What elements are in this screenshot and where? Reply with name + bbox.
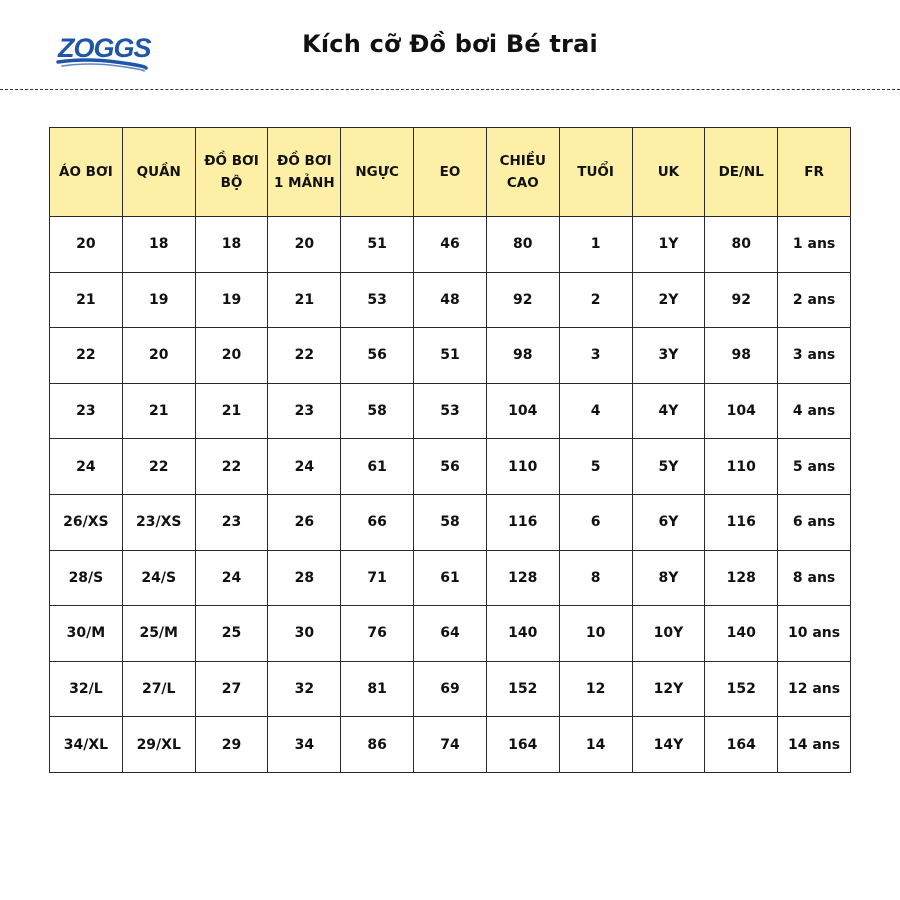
table-row xyxy=(50,550,851,606)
table-cell: 22 xyxy=(268,328,341,384)
table-cell: 80 xyxy=(705,217,778,273)
table-cell: 58 xyxy=(414,494,487,550)
table-cell: 26 xyxy=(268,494,341,550)
table-cell: 23 xyxy=(268,383,341,439)
table-cell: 56 xyxy=(414,439,487,495)
table-cell: 46 xyxy=(414,217,487,273)
table-cell: 1 ans xyxy=(778,217,851,273)
table-cell: 140 xyxy=(705,606,778,662)
header-row xyxy=(50,128,851,217)
table-cell: 18 xyxy=(195,217,268,273)
table-cell: 24 xyxy=(50,439,123,495)
table-cell: 164 xyxy=(486,717,559,773)
table-cell: 6Y xyxy=(632,494,705,550)
table-cell: 20 xyxy=(50,217,123,273)
table-cell: 53 xyxy=(341,272,414,328)
header-cell: NGỰC xyxy=(341,128,414,217)
table-cell: 56 xyxy=(341,328,414,384)
size-table xyxy=(49,127,851,773)
table-row xyxy=(50,606,851,662)
table-cell: 1 xyxy=(559,217,632,273)
table-cell: 104 xyxy=(705,383,778,439)
table-cell: 10Y xyxy=(632,606,705,662)
table-cell: 2Y xyxy=(632,272,705,328)
table-cell: 2 ans xyxy=(778,272,851,328)
table-cell: 110 xyxy=(486,439,559,495)
table-cell: 8 ans xyxy=(778,550,851,606)
table-cell: 4 ans xyxy=(778,383,851,439)
table-cell: 152 xyxy=(705,661,778,717)
table-cell: 128 xyxy=(705,550,778,606)
table-cell: 21 xyxy=(195,383,268,439)
table-cell: 86 xyxy=(341,717,414,773)
table-cell: 64 xyxy=(414,606,487,662)
zoggs-logo-mark xyxy=(56,30,152,76)
table-cell: 20 xyxy=(268,217,341,273)
table-cell: 110 xyxy=(705,439,778,495)
table-cell: 30/M xyxy=(50,606,123,662)
table-cell: 14Y xyxy=(632,717,705,773)
table-cell: 3 ans xyxy=(778,328,851,384)
table-cell: 27 xyxy=(195,661,268,717)
table-row xyxy=(50,439,851,495)
table-cell: 1Y xyxy=(632,217,705,273)
table-cell: 51 xyxy=(341,217,414,273)
table-cell: 34/XL xyxy=(50,717,123,773)
table-cell: 29 xyxy=(195,717,268,773)
dashed-divider xyxy=(0,89,900,90)
header-cell: ĐỒ BƠI 1 MẢNH xyxy=(268,128,341,217)
table-cell: 32/L xyxy=(50,661,123,717)
table-cell: 22 xyxy=(195,439,268,495)
table-cell: 14 xyxy=(559,717,632,773)
table-cell: 12 xyxy=(559,661,632,717)
table-cell: 48 xyxy=(414,272,487,328)
table-cell: 21 xyxy=(268,272,341,328)
table-row xyxy=(50,217,851,273)
header-cell: FR xyxy=(778,128,851,217)
table-cell: 5 xyxy=(559,439,632,495)
table-cell: 61 xyxy=(341,439,414,495)
table-cell: 28 xyxy=(268,550,341,606)
table-cell: 23 xyxy=(195,494,268,550)
table-cell: 34 xyxy=(268,717,341,773)
table-cell: 92 xyxy=(486,272,559,328)
header-cell: QUẦN xyxy=(122,128,195,217)
table-cell: 128 xyxy=(486,550,559,606)
table-cell: 22 xyxy=(50,328,123,384)
table-cell: 3Y xyxy=(632,328,705,384)
table-cell: 19 xyxy=(195,272,268,328)
table-cell: 24/S xyxy=(122,550,195,606)
table-cell: 51 xyxy=(414,328,487,384)
table-cell: 24 xyxy=(195,550,268,606)
table-cell: 80 xyxy=(486,217,559,273)
table-cell: 32 xyxy=(268,661,341,717)
table-cell: 26/XS xyxy=(50,494,123,550)
table-cell: 140 xyxy=(486,606,559,662)
table-cell: 3 xyxy=(559,328,632,384)
table-cell: 6 xyxy=(559,494,632,550)
table-cell: 81 xyxy=(341,661,414,717)
table-cell: 4 xyxy=(559,383,632,439)
table-cell: 10 ans xyxy=(778,606,851,662)
svg-text:ZOGGS: ZOGGS xyxy=(58,33,151,63)
table-cell: 30 xyxy=(268,606,341,662)
table-row xyxy=(50,272,851,328)
table-cell: 98 xyxy=(705,328,778,384)
table-row xyxy=(50,661,851,717)
table-cell: 21 xyxy=(122,383,195,439)
table-cell: 74 xyxy=(414,717,487,773)
table-cell: 5Y xyxy=(632,439,705,495)
table-row xyxy=(50,383,851,439)
table-cell: 18 xyxy=(122,217,195,273)
table-cell: 58 xyxy=(341,383,414,439)
table-cell: 12 ans xyxy=(778,661,851,717)
table-row xyxy=(50,328,851,384)
header-cell: EO xyxy=(414,128,487,217)
table-cell: 116 xyxy=(486,494,559,550)
table-cell: 66 xyxy=(341,494,414,550)
table-cell: 14 ans xyxy=(778,717,851,773)
table-cell: 53 xyxy=(414,383,487,439)
page-title: Kích cỡ Đồ bơi Bé trai xyxy=(302,30,598,58)
table-cell: 29/XL xyxy=(122,717,195,773)
table-cell: 5 ans xyxy=(778,439,851,495)
table-cell: 10 xyxy=(559,606,632,662)
table-cell: 24 xyxy=(268,439,341,495)
table-cell: 92 xyxy=(705,272,778,328)
table-cell: 22 xyxy=(122,439,195,495)
header-cell: ÁO BƠI xyxy=(50,128,123,217)
table-row xyxy=(50,494,851,550)
table-cell: 20 xyxy=(122,328,195,384)
table-cell: 4Y xyxy=(632,383,705,439)
table-cell: 6 ans xyxy=(778,494,851,550)
header-cell: DE/NL xyxy=(705,128,778,217)
table-cell: 61 xyxy=(414,550,487,606)
table-cell: 23 xyxy=(50,383,123,439)
table-cell: 98 xyxy=(486,328,559,384)
zoggs-logo xyxy=(56,30,152,76)
table-cell: 19 xyxy=(122,272,195,328)
table-cell: 12Y xyxy=(632,661,705,717)
table-cell: 25/M xyxy=(122,606,195,662)
header-cell: TUỔI xyxy=(559,128,632,217)
table-cell: 104 xyxy=(486,383,559,439)
table-cell: 71 xyxy=(341,550,414,606)
table-body xyxy=(50,217,851,773)
table-row xyxy=(50,717,851,773)
header-cell: UK xyxy=(632,128,705,217)
header-cell: ĐỒ BƠI BỘ xyxy=(195,128,268,217)
table-cell: 8Y xyxy=(632,550,705,606)
table-cell: 2 xyxy=(559,272,632,328)
table-cell: 164 xyxy=(705,717,778,773)
header-cell: CHIỀU CAO xyxy=(486,128,559,217)
table-cell: 28/S xyxy=(50,550,123,606)
table-cell: 76 xyxy=(341,606,414,662)
table-cell: 20 xyxy=(195,328,268,384)
table-cell: 23/XS xyxy=(122,494,195,550)
table-cell: 152 xyxy=(486,661,559,717)
table-cell: 8 xyxy=(559,550,632,606)
table-cell: 116 xyxy=(705,494,778,550)
table-cell: 21 xyxy=(50,272,123,328)
table-cell: 69 xyxy=(414,661,487,717)
table-cell: 27/L xyxy=(122,661,195,717)
table-cell: 25 xyxy=(195,606,268,662)
